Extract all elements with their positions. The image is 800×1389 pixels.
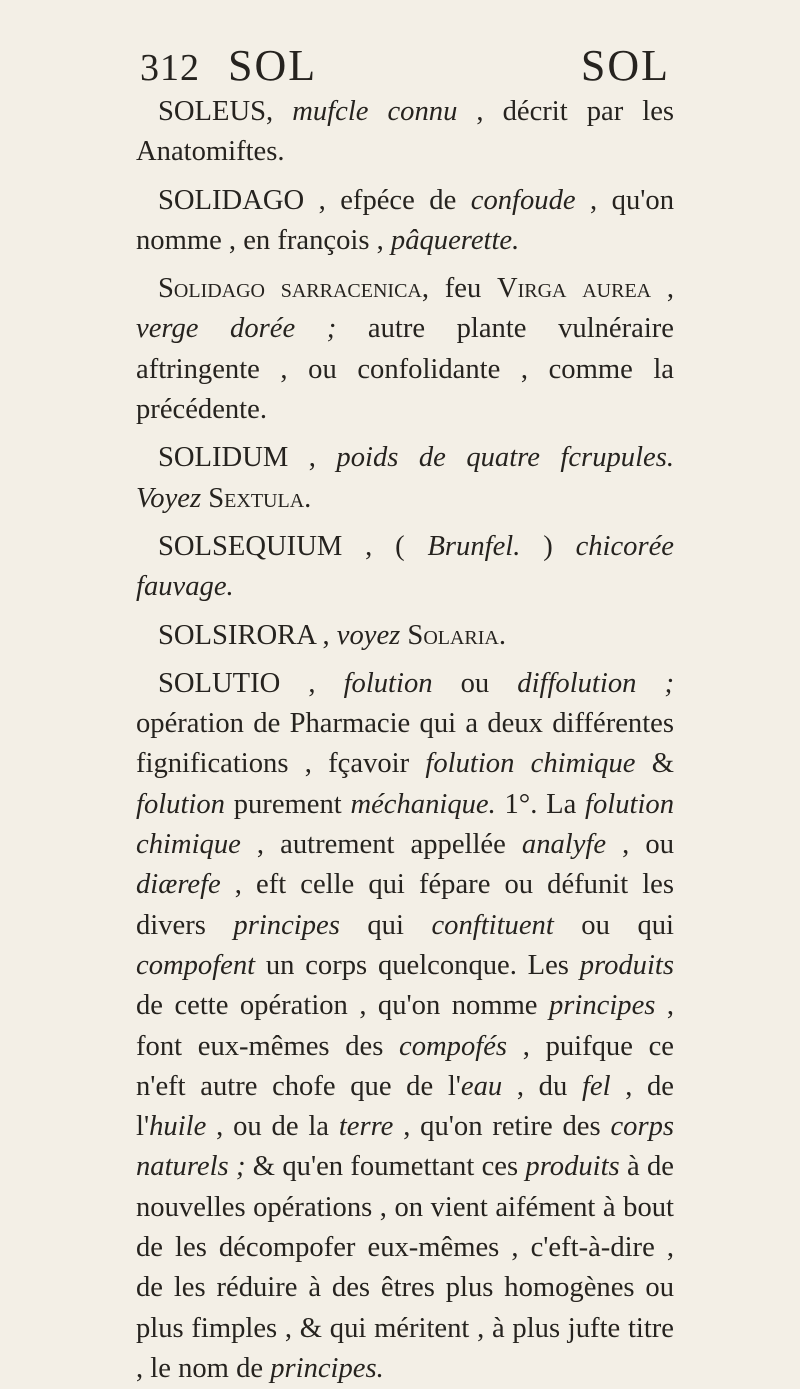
entry-text: , eft celle qui fépare ou défunit les divers xyxy=(136,869,674,941)
dictionary-entry xyxy=(136,269,674,430)
entry-headword: Solidago sarracenica xyxy=(158,273,422,305)
italic-text: compofent xyxy=(136,949,256,981)
page-number: 312 xyxy=(140,47,200,89)
entry-text: , xyxy=(288,442,337,474)
entry-text: de cette opération , qu'on nomme xyxy=(136,990,549,1022)
entry-text: & qu'en foumettant ces xyxy=(245,1151,526,1183)
italic-text: folution chimique xyxy=(136,788,675,861)
entry-text: qui xyxy=(339,909,432,941)
header-left-word: SOL xyxy=(228,41,318,90)
entry-headword: SOLIDUM xyxy=(158,442,289,474)
entry-text: , xyxy=(266,96,293,127)
running-header xyxy=(140,40,670,92)
small-caps-text: Sextula. xyxy=(208,482,312,514)
dictionary-entry xyxy=(136,527,674,608)
entry-text: autre plante vulnéraire aftringente , ou confolidante , comme la précédente. xyxy=(136,313,674,426)
italic-text: terre xyxy=(338,1111,394,1143)
entry-text: , xyxy=(651,273,674,305)
entry-text: , feu xyxy=(421,273,497,305)
italic-text: folution chimique xyxy=(425,748,636,780)
italic-text: diærefe xyxy=(136,869,221,901)
entry-text: & xyxy=(635,748,674,780)
italic-text: confoude xyxy=(470,184,576,216)
small-caps-text: Solaria. xyxy=(407,619,507,651)
italic-text: analyfe xyxy=(521,829,607,861)
entry-text: , qu'on retire des xyxy=(393,1111,611,1143)
italic-text: principes. xyxy=(270,1352,384,1384)
italic-text: folution xyxy=(136,788,225,820)
dictionary-entry xyxy=(136,92,674,173)
italic-text: fel xyxy=(581,1070,611,1102)
entry-headword: SOLSEQUIUM xyxy=(158,530,343,562)
entry-text: , puifque ce n'eft autre chofe que de l' xyxy=(136,1030,674,1102)
dictionary-body xyxy=(136,92,674,1389)
italic-text: principes xyxy=(233,909,340,941)
dictionary-entry xyxy=(136,181,674,262)
italic-text: produits xyxy=(579,949,674,981)
italic-text: verge dorée ; xyxy=(136,313,337,345)
italic-text: pâquerette. xyxy=(390,224,520,256)
italic-text: Brunfel. xyxy=(427,530,521,562)
entry-text: ou qui xyxy=(553,909,674,941)
entry-text: , efpéce de xyxy=(304,184,471,216)
italic-text: compofés xyxy=(399,1030,508,1062)
italic-text: poids de quatre fcrupules. Voyez xyxy=(136,442,674,514)
italic-text: conftituent xyxy=(431,909,554,941)
entry-text: un corps quelconque. Les xyxy=(255,949,580,981)
entry-text: , xyxy=(280,667,344,699)
dictionary-entry xyxy=(136,616,674,656)
header-right-word: SOL xyxy=(580,41,670,90)
italic-text: huile xyxy=(149,1111,207,1143)
entry-headword: SOLUTIO xyxy=(158,667,281,699)
italic-text: voyez xyxy=(336,619,401,651)
entry-text: , du xyxy=(502,1070,582,1102)
entry-text: , décrit par les Anatomiftes. xyxy=(136,96,675,168)
italic-text: principes xyxy=(548,990,656,1022)
italic-text: eau xyxy=(460,1070,503,1102)
dictionary-entry xyxy=(136,438,674,519)
entry-headword: SOLSIRORA xyxy=(158,619,316,651)
entry-text: , ou de la xyxy=(206,1111,339,1143)
dictionary-entry xyxy=(136,664,674,1389)
italic-text: folution xyxy=(343,667,433,699)
italic-text: mufcle connu xyxy=(292,96,458,127)
italic-text: chicorée fauvage. xyxy=(136,530,674,603)
entry-text: 1°. La xyxy=(495,788,586,820)
entry-text: à de nouvelles opérations , on vient aifément à bout de les décompofer eux-mêmes , c'eft-à-dire , de les réduire à des êtres plus homogènes ou plus fimples , & qui méritent , à plus jufte titre , le nom de xyxy=(136,1151,674,1384)
entry-text: , de l' xyxy=(136,1070,675,1143)
italic-text: méchanique. xyxy=(350,788,496,820)
small-caps-text: Virga aurea xyxy=(496,273,652,305)
entry-text: , xyxy=(315,619,337,651)
entry-text: , ou xyxy=(606,829,675,861)
italic-text: produits xyxy=(525,1151,620,1183)
entry-text: , qu'on nomme , en françois , xyxy=(136,184,674,256)
entry-headword: SOLIDAGO xyxy=(158,184,305,216)
entry-text: , font eux-mêmes des xyxy=(136,990,675,1062)
italic-text: corps naturels ; xyxy=(136,1111,674,1183)
entry-text: ou xyxy=(432,667,518,699)
entry-text: , ( xyxy=(342,530,428,562)
entry-text: ) xyxy=(520,530,576,562)
entry-text: purement xyxy=(224,788,351,820)
entry-text: , autrement appellée xyxy=(240,829,522,861)
entry-text: opération de Pharmacie qui a deux différentes fignifications , fçavoir xyxy=(136,708,674,780)
entry-headword: SOLEUS xyxy=(158,96,267,127)
italic-text: diffolution ; xyxy=(517,667,674,699)
